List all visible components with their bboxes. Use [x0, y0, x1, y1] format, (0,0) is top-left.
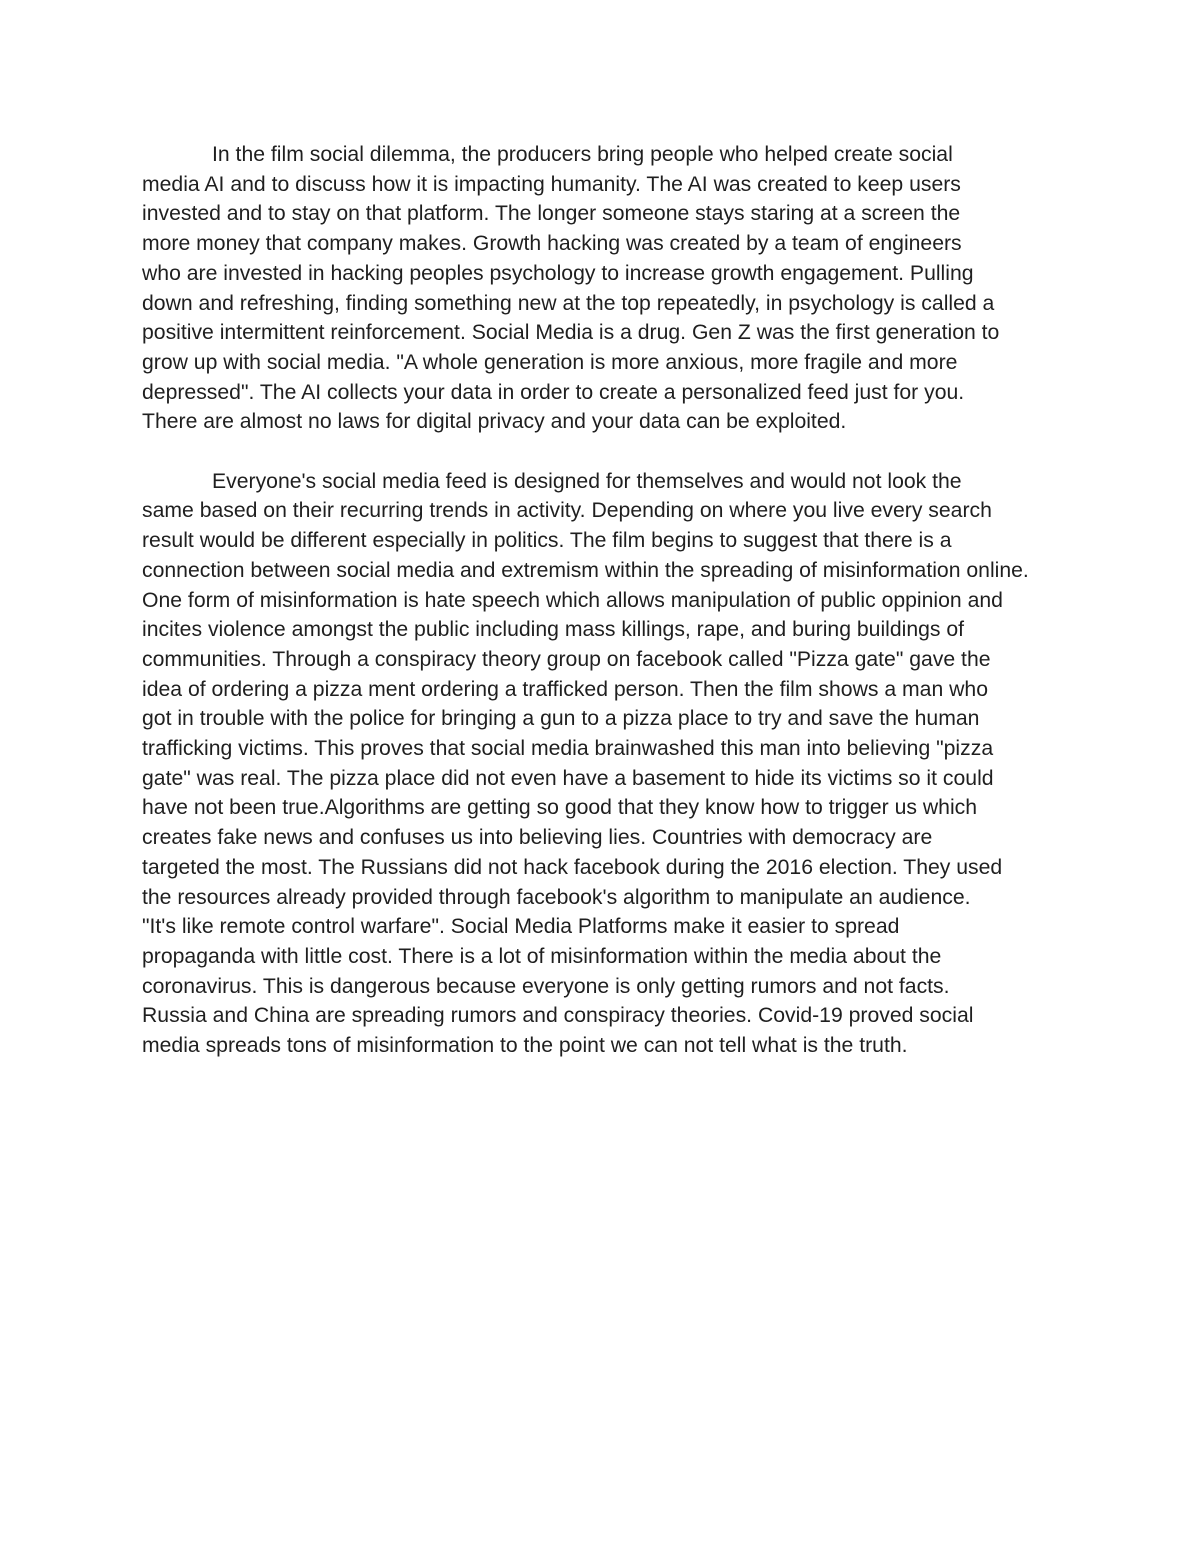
text-line: targeted the most. The Russians did not hack facebook during the 2016 election. They used [142, 855, 1003, 879]
text-line: more money that company makes. Growth hacking was created by a team of engineers [142, 232, 962, 256]
text-line: got in trouble with the police for bringing a gun to a pizza place to try and save the human [142, 707, 980, 731]
text-line: depressed". The AI collects your data in order to create a personalized feed just for you. [142, 380, 965, 404]
paragraph-spacer [142, 437, 1062, 467]
text-line: gate" was real. The pizza place did not even have a basement to hide its victims so it could [142, 766, 994, 790]
text-line: media AI and to discuss how it is impacting humanity. The AI was created to keep users [142, 172, 961, 196]
paragraph-2 [142, 467, 1062, 1061]
text-line: same based on their recurring trends in activity. Depending on where you live every search [142, 499, 992, 523]
text-line: result would be different especially in politics. The film begins to suggest that there is a [142, 529, 952, 553]
text-line: invested and to stay on that platform. The longer someone stays staring at a screen the [142, 202, 961, 226]
text-line: grow up with social media. "A whole generation is more anxious, more fragile and more [142, 350, 958, 374]
text-line: have not been true.Algorithms are getting so good that they know how to trigger us which [142, 796, 978, 820]
text-line: Russia and China are spreading rumors and conspiracy theories. Covid-19 proved social [142, 1004, 974, 1028]
document-body [142, 140, 1062, 1061]
text-line: Everyone's social media feed is designed for themselves and would not look the [212, 469, 962, 493]
text-line: connection between social media and extremism within the spreading of misinformation online. [142, 558, 1029, 582]
text-line: who are invested in hacking peoples psychology to increase growth engagement. Pulling [142, 261, 974, 285]
text-line: positive intermittent reinforcement. Social Media is a drug. Gen Z was the first generation to [142, 321, 1000, 345]
text-line: In the film social dilemma, the producers bring people who helped create social [212, 143, 953, 166]
text-line: propaganda with little cost. There is a lot of misinformation within the media about the [142, 944, 942, 968]
text-line: There are almost no laws for digital privacy and your data can be exploited. [142, 410, 847, 434]
text-line: the resources already provided through facebook's algorithm to manipulate an audience. [142, 885, 971, 909]
text-line: One form of misinformation is hate speech which allows manipulation of public oppinion and [142, 588, 1003, 612]
text-line: idea of ordering a pizza ment ordering a trafficked person. Then the film shows a man who [142, 677, 988, 701]
text-line: incites violence amongst the public including mass killings, rape, and buring buildings of [142, 618, 965, 642]
text-line: "It's like remote control warfare". Social Media Platforms make it easier to spread [142, 915, 900, 939]
text-line: trafficking victims. This proves that social media brainwashed this man into believing "pizza [142, 737, 994, 761]
text-line: down and refreshing, finding something new at the top repeatedly, in psychology is called a [142, 291, 995, 315]
paragraph-1 [142, 140, 1062, 437]
text-line: coronavirus. This is dangerous because everyone is only getting rumors and not facts. [142, 974, 950, 998]
text-line: media spreads tons of misinformation to the point we can not tell what is the truth. [142, 1034, 908, 1058]
text-line: communities. Through a conspiracy theory group on facebook called "Pizza gate" gave the [142, 647, 991, 671]
text-line: creates fake news and confuses us into believing lies. Countries with democracy are [142, 826, 933, 850]
